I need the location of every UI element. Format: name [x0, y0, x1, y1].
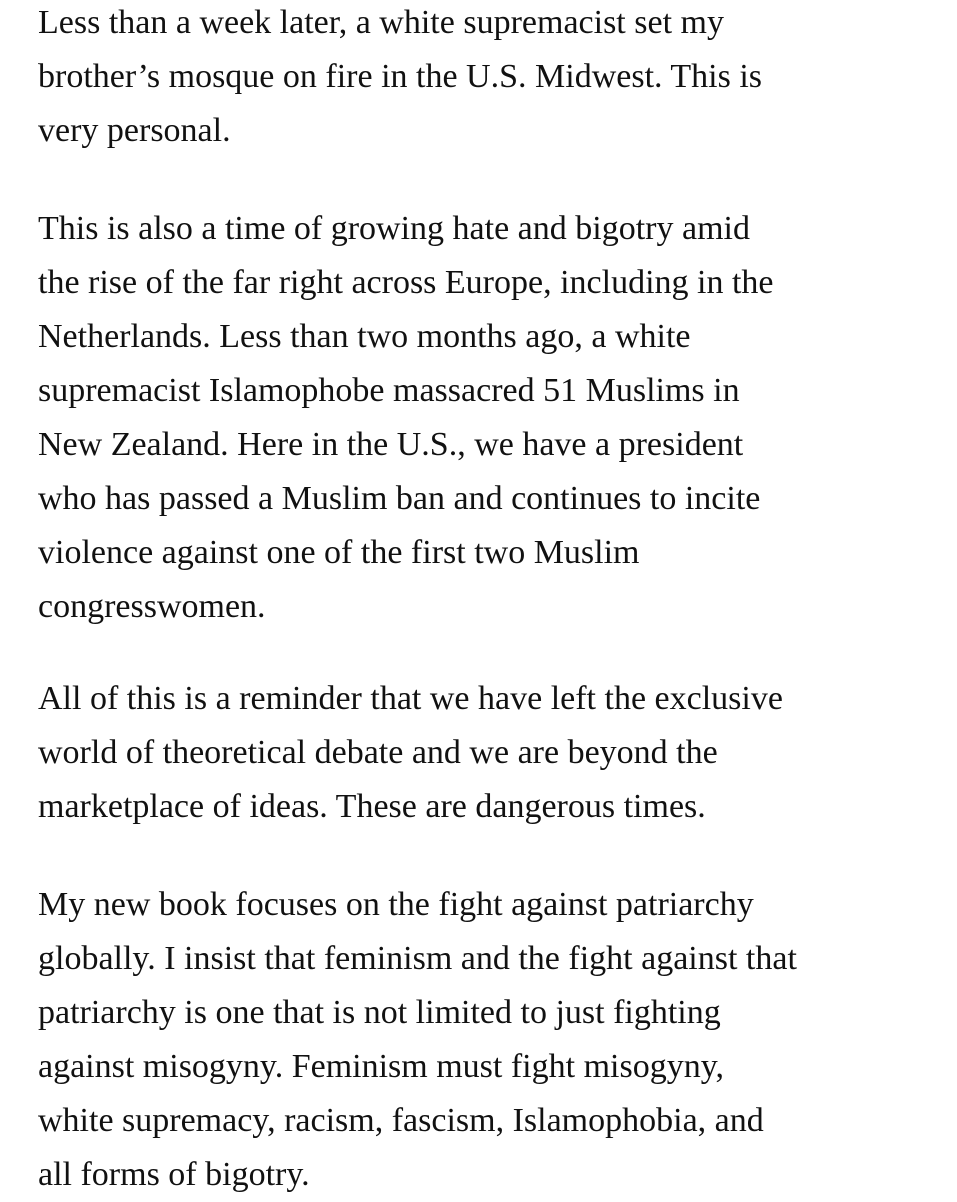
text-line: congresswomen.: [38, 588, 266, 625]
text-line: globally. I insist that feminism and the fight against that: [38, 940, 797, 977]
text-line: All of this is a reminder that we have left the exclusive: [38, 680, 783, 717]
text-line: world of theoretical debate and we are beyond the: [38, 734, 718, 771]
document-page: [38, 0, 938, 1200]
text-line: patriarchy is one that is not limited to just fighting: [38, 994, 721, 1031]
text-line: violence against one of the first two Muslim: [38, 534, 640, 571]
paragraph-3: [38, 672, 783, 834]
paragraph-2: [38, 202, 774, 634]
text-line: who has passed a Muslim ban and continues to incite: [38, 480, 761, 517]
text-line: marketplace of ideas. These are dangerous times.: [38, 788, 706, 825]
text-line: all forms of bigotry.: [38, 1156, 310, 1193]
paragraph-4: [38, 878, 797, 1202]
text-line: white supremacy, racism, fascism, Islamophobia, and: [38, 1102, 764, 1139]
text-line: New Zealand. Here in the U.S., we have a president: [38, 426, 744, 463]
paragraph-1: [38, 0, 762, 158]
text-line: My new book focuses on the fight against patriarchy: [38, 886, 754, 923]
text-line: supremacist Islamophobe massacred 51 Muslims in: [38, 372, 740, 409]
text-line: Netherlands. Less than two months ago, a white: [38, 318, 691, 355]
text-line: the rise of the far right across Europe, including in the: [38, 264, 774, 301]
text-line: brother’s mosque on fire in the U.S. Midwest. This is: [38, 58, 763, 95]
text-line: against misogyny. Feminism must fight misogyny,: [38, 1048, 724, 1085]
text-line: Less than a week later, a white supremacist set my: [38, 4, 724, 41]
text-line: This is also a time of growing hate and bigotry amid: [38, 210, 750, 247]
text-line: very personal.: [38, 112, 231, 149]
